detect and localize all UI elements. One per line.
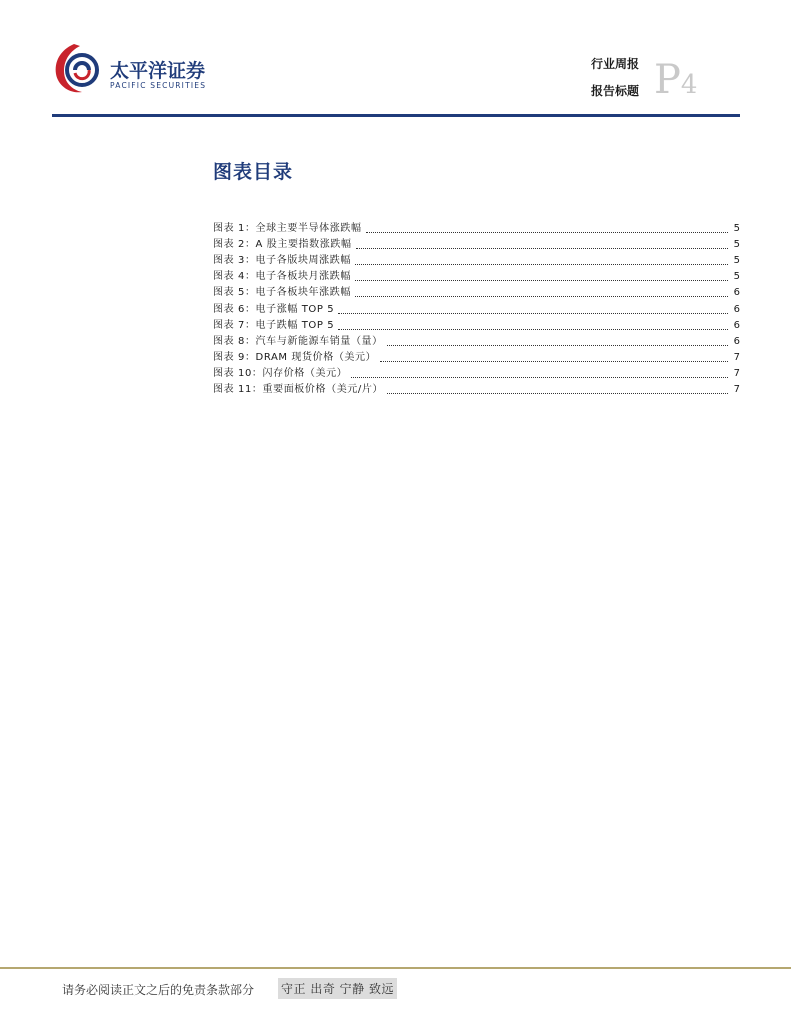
toc-page-number: 7 [733, 351, 740, 363]
toc-page-number: 7 [733, 384, 740, 396]
toc-label: 图表 3：电子各版块周涨跌幅 [213, 255, 351, 267]
toc-entry[interactable] [213, 236, 740, 252]
toc-entry[interactable] [213, 268, 740, 284]
pacific-securities-logo-icon [52, 40, 106, 96]
toc-page-number: 6 [733, 335, 740, 347]
toc-label: 图表 1：全球主要半导体涨跌幅 [213, 223, 362, 235]
footer-disclaimer: 请务必阅读正文之后的免责条款部分 [62, 983, 255, 997]
toc-entry[interactable] [213, 317, 740, 333]
toc-page-number: 5 [733, 223, 740, 235]
footer-divider [0, 967, 791, 969]
toc-page-number: 6 [733, 303, 740, 315]
toc-entry[interactable] [213, 252, 740, 268]
toc-label: 图表 11：重要面板价格（美元/片） [213, 384, 384, 396]
toc-page-number: 6 [733, 287, 740, 299]
report-type: 行业周报 [590, 57, 639, 71]
toc-entry[interactable] [213, 300, 740, 316]
toc-leader [355, 264, 728, 265]
toc-entry[interactable] [213, 333, 740, 349]
toc-page-number: 5 [733, 255, 740, 267]
toc-label: 图表 8：汽车与新能源车销量（量） [213, 335, 383, 347]
company-logo [52, 40, 212, 96]
toc-entry[interactable] [213, 365, 740, 381]
toc-page-number: 5 [733, 239, 740, 251]
page-letter: P [654, 57, 681, 103]
logo-english-name: PACIFIC SECURITIES [110, 81, 207, 90]
toc-entry[interactable] [213, 349, 740, 365]
page-number-digit: 4 [680, 70, 698, 100]
toc-leader [338, 313, 728, 314]
logo-chinese-name: 太平洋证券 [110, 60, 206, 82]
toc-leader [387, 345, 728, 346]
toc-leader [366, 232, 728, 233]
toc-label: 图表 4：电子各板块月涨跌幅 [213, 271, 351, 283]
toc-entry[interactable] [213, 381, 740, 397]
toc-page-number: 7 [733, 367, 740, 379]
toc-leader [387, 393, 728, 394]
toc-label: 图表 10：闪存价格（美元） [213, 367, 348, 379]
toc-entry[interactable] [213, 284, 740, 300]
toc-page-number: 6 [733, 319, 740, 331]
toc-page-number: 5 [733, 271, 740, 283]
toc-leader [338, 329, 728, 330]
toc-entry[interactable] [213, 220, 740, 236]
toc-label: 图表 5：电子各板块年涨跌幅 [213, 287, 351, 299]
table-of-figures [213, 220, 740, 397]
footer-slogan: 守正 出奇 宁静 致远 [278, 978, 397, 999]
toc-leader [380, 361, 728, 362]
toc-leader [351, 377, 728, 378]
page-number [654, 57, 698, 103]
header-divider [52, 114, 740, 117]
toc-leader [356, 248, 728, 249]
toc-leader [355, 280, 728, 281]
toc-label: 图表 6：电子涨幅 TOP 5 [213, 303, 335, 315]
toc-label: 图表 7：电子跌幅 TOP 5 [213, 319, 335, 331]
toc-label: 图表 9：DRAM 现货价格（美元） [213, 351, 377, 363]
toc-label: 图表 2：A 股主要指数涨跌幅 [213, 239, 352, 251]
report-title: 报告标题 [590, 84, 639, 98]
toc-leader [355, 296, 728, 297]
section-title: 图表目录 [213, 161, 294, 183]
